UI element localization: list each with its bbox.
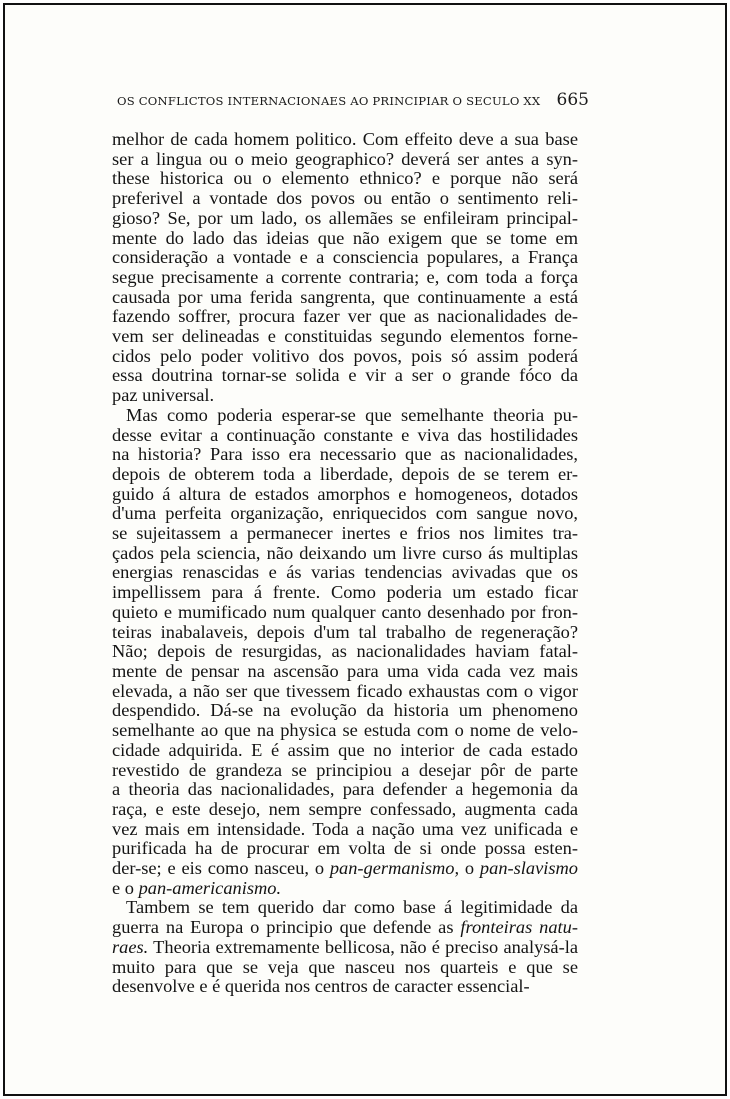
text-line: revestido de grandeza se principiou a desejar pôr de parte [112,759,578,780]
text-line: semelhante ao que na physica se estuda com o nome de velo- [112,720,578,741]
text-line: a theoria das nacionalidades, para defender a hegemonia da [112,779,578,800]
paragraph [112,898,578,997]
text-line: guido á altura de estados amorphos e homogeneos, dotados [112,483,578,504]
running-head: OS CONFLICTOS INTERNACIONAES AO PRINCIPIAR O SECULO XX [117,94,541,108]
text-line: vez mais em intensidade. Toda a nação uma vez unificada e [112,818,578,839]
text-line: mente do lado das ideias que não exigem que se tome em [112,227,578,248]
text-line: energias renascidas e ás varias tendencias avivadas que os [112,562,578,583]
text-line: depois de obterem toda a liberdade, depois de se terem er- [112,463,578,484]
text-line: purificada ha de procurar em volta de si onde possa esten- [112,838,578,859]
text-line: gioso? Se, por um lado, os allemães se enfileiram principal- [112,207,578,228]
text-line: muito para que se veja que nasceu nos quarteis e que se [112,956,578,977]
text-line: essa doutrina tornar-se solida e vir a ser o grande fóco da [112,365,578,386]
scanned-page [3,3,727,1096]
text-line: desenvolve e é querida nos centros de caracter essencial- [112,976,530,997]
text-line: raes. Theoria extremamente bellicosa, não é preciso analysá-la [112,936,578,957]
text-line: preferivel a vontade dos povos ou então o sentimento reli- [112,188,578,209]
text-line: cidade adquirida. E é assim que no interior de cada estado [112,739,578,760]
text-line: consideração a vontade e a consciencia populares, a França [112,247,578,268]
text-line: Tambem se tem querido dar como base á legitimidade da [126,897,578,918]
text-line: der-se; e eis como nasceu, o pan-germanismo, o pan-slavismo [112,858,578,879]
text-line: causada por uma ferida sangrenta, que continuamente a está [112,286,578,307]
page-header [117,90,589,110]
text-line: e o pan-americanismo. [112,877,282,898]
text-line: desse evitar a continuação constante e viva das hostilidades [112,424,578,445]
text-line: Não; depois de resurgidas, as nacionalidades haviam fatal- [112,641,578,662]
text-line: melhor de cada homem politico. Com effeito deve a sua base [112,129,578,149]
text-line: elevada, a não ser que tivessem ficado exhaustas com o vigor [112,680,578,701]
body-text [112,130,578,997]
text-line: quieto e mumificado num qualquer canto desenhado por fron- [112,601,578,622]
text-line: guerra na Europa o principio que defende as fronteiras natu- [112,917,578,938]
text-line: these historica ou o elemento ethnico? e porque não será [112,168,578,189]
text-line: paz universal. [112,385,215,406]
page-number: 665 [556,90,589,110]
text-line: ser a lingua ou o meio geographico? deverá ser antes a syn- [112,148,578,169]
text-line: impellissem para á frente. Como poderia um estado ficar [112,582,578,603]
text-line: cidos pelo poder volitivo dos povos, pois só assim poderá [112,345,578,366]
paragraph [112,130,578,406]
text-line: raça, e este desejo, nem sempre confessado, augmenta cada [112,798,578,819]
paragraph [112,406,578,899]
text-line: mente de pensar na ascensão para uma vida cada vez mais [112,660,578,681]
text-line: çados pela sciencia, não deixando um livre curso ás multiplas [112,542,578,563]
text-line: vem ser delineadas e constituidas segundo elementos forne- [112,326,578,347]
text-line: Mas como poderia esperar-se que semelhante theoria pu- [126,404,578,425]
text-line: teiras inabalaveis, depois d'um tal trabalho de regeneração? [112,621,578,642]
text-line: fazendo soffrer, procura fazer ver que as nacionalidades de- [112,306,578,327]
text-line: se sujeitassem a permanecer inertes e frios nos limites tra- [112,523,578,544]
text-line: na historia? Para isso era necessario que as nacionalidades, [112,444,578,465]
text-line: despendido. Dá-se na evolução da historia um phenomeno [112,700,578,721]
text-line: segue precisamente a corrente contraria; e, com toda a força [112,266,578,287]
text-line: d'uma perfeita organização, enriquecidos com sangue novo, [112,503,578,524]
